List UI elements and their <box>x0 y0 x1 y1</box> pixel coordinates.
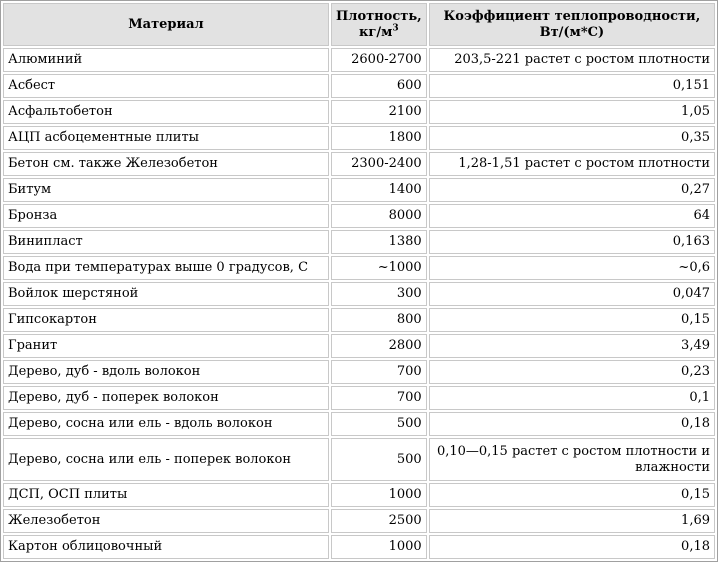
cell-conductivity: 0,18 <box>429 412 715 436</box>
cell-density: ~1000 <box>331 256 427 280</box>
cell-conductivity: 0,151 <box>429 74 715 98</box>
cell-material: Вода при температурах выше 0 градусов, С <box>3 256 329 280</box>
header-material: Материал <box>3 3 329 46</box>
cell-material: Битум <box>3 178 329 202</box>
cell-density: 1400 <box>331 178 427 202</box>
cell-conductivity: 64 <box>429 204 715 228</box>
cell-conductivity: 0,35 <box>429 126 715 150</box>
header-density-text: Плотность, кг/м <box>336 8 422 40</box>
table-row <box>3 308 715 332</box>
table-row <box>3 100 715 124</box>
header-conductivity: Коэффициент теплопроводности, Вт/(м*С) <box>429 3 715 46</box>
table-row <box>3 178 715 202</box>
cell-material: Войлок шерстяной <box>3 282 329 306</box>
cell-material: Гипсокартон <box>3 308 329 332</box>
cell-material: АЦП асбоцементные плиты <box>3 126 329 150</box>
table-row <box>3 74 715 98</box>
table-row <box>3 230 715 254</box>
header-density <box>331 3 427 46</box>
table-row <box>3 509 715 533</box>
table-row <box>3 438 715 481</box>
cell-material: Дерево, дуб - поперек волокон <box>3 386 329 410</box>
cell-material: Картон облицовочный <box>3 535 329 559</box>
cell-material: Гранит <box>3 334 329 358</box>
cell-density: 2100 <box>331 100 427 124</box>
cell-conductivity: 1,69 <box>429 509 715 533</box>
cell-density: 600 <box>331 74 427 98</box>
cell-density: 500 <box>331 412 427 436</box>
cell-density: 1000 <box>331 483 427 507</box>
cell-density: 500 <box>331 438 427 481</box>
table-row <box>3 204 715 228</box>
cell-material: Асфальтобетон <box>3 100 329 124</box>
cell-conductivity: 203,5-221 растет с ростом плотности <box>429 48 715 72</box>
cell-density: 800 <box>331 308 427 332</box>
table-row <box>3 256 715 280</box>
cell-conductivity: 0,1 <box>429 386 715 410</box>
cell-density: 2600-2700 <box>331 48 427 72</box>
table-row <box>3 48 715 72</box>
table-row <box>3 126 715 150</box>
cell-density: 2300-2400 <box>331 152 427 176</box>
cell-density: 700 <box>331 386 427 410</box>
cell-material: Винипласт <box>3 230 329 254</box>
table-row <box>3 386 715 410</box>
cell-conductivity: 3,49 <box>429 334 715 358</box>
table-row <box>3 282 715 306</box>
cell-density: 1000 <box>331 535 427 559</box>
cell-density: 8000 <box>331 204 427 228</box>
cell-density: 1800 <box>331 126 427 150</box>
cell-density: 300 <box>331 282 427 306</box>
cell-material: Дерево, сосна или ель - поперек волокон <box>3 438 329 481</box>
cell-material: Асбест <box>3 74 329 98</box>
cell-material: Бронза <box>3 204 329 228</box>
cell-density: 2500 <box>331 509 427 533</box>
table-row <box>3 412 715 436</box>
cell-conductivity: 0,27 <box>429 178 715 202</box>
cell-conductivity: ~0,6 <box>429 256 715 280</box>
cell-material: Дерево, сосна или ель - вдоль волокон <box>3 412 329 436</box>
cell-conductivity: 0,18 <box>429 535 715 559</box>
table-row <box>3 334 715 358</box>
cell-density: 1380 <box>331 230 427 254</box>
cell-material: Железобетон <box>3 509 329 533</box>
header-row <box>3 3 715 46</box>
cell-conductivity: 1,28-1,51 растет с ростом плотности <box>429 152 715 176</box>
cell-material: Дерево, дуб - вдоль волокон <box>3 360 329 384</box>
cell-material: ДСП, ОСП плиты <box>3 483 329 507</box>
table-row <box>3 483 715 507</box>
header-density-sup: 3 <box>392 23 399 34</box>
cell-conductivity: 0,047 <box>429 282 715 306</box>
cell-density: 700 <box>331 360 427 384</box>
table-row <box>3 360 715 384</box>
cell-conductivity: 0,10—0,15 растет с ростом плотности и влажности <box>429 438 715 481</box>
cell-conductivity: 0,23 <box>429 360 715 384</box>
cell-material: Бетон см. также Железобетон <box>3 152 329 176</box>
cell-material: Алюминий <box>3 48 329 72</box>
cell-conductivity: 1,05 <box>429 100 715 124</box>
cell-conductivity: 0,15 <box>429 308 715 332</box>
cell-conductivity: 0,163 <box>429 230 715 254</box>
table-row <box>3 152 715 176</box>
table-row <box>3 535 715 559</box>
cell-conductivity: 0,15 <box>429 483 715 507</box>
cell-density: 2800 <box>331 334 427 358</box>
